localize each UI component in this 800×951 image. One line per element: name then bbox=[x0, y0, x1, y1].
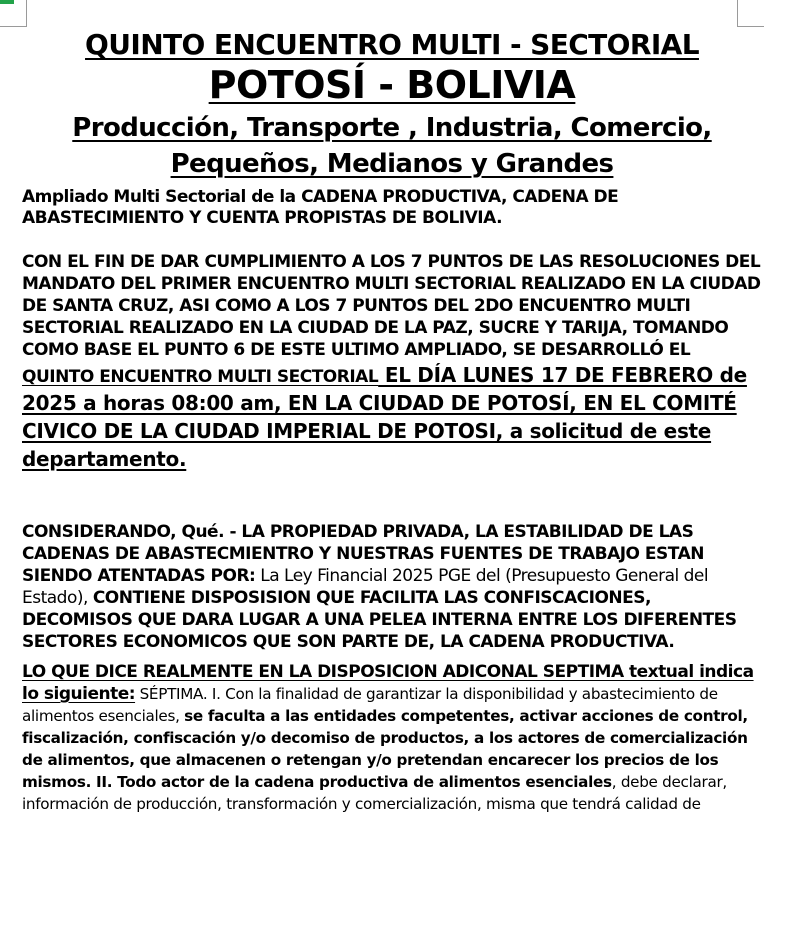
page-corner-mark-right bbox=[737, 0, 764, 27]
considerando-bold-2: CONTIENE DISPOSISION QUE FACILITA LAS CONFISCACIONES, DECOMISOS QUE DARA LUGAR A UNA PELEA INTERNA ENTRE LOS DIFERENTES SECTORES ECONOMICOS QUE SON PARTE DE, LA CADENA PRODUCTIVA. bbox=[22, 588, 737, 652]
title-line-2-text: POTOSÍ - BOLIVIA bbox=[208, 63, 576, 107]
intro-paragraph: Ampliado Multi Sectorial de la CADENA PRODUCTIVA, CADENA DE ABASTECIMIENTO Y CUENTA PROPISTAS DE BOLIVIA. bbox=[22, 187, 619, 228]
subtitle-line-2-text: Pequeños, Medianos y Grandes bbox=[170, 149, 614, 179]
disposicion-heading: LO QUE DICE REALMENTE EN LA DISPOSICION ADICONAL SEPTIMA textual indica lo siguiente: bbox=[22, 662, 754, 704]
subtitle-line-1 bbox=[22, 111, 762, 145]
purpose-text: CON EL FIN DE DAR CUMPLIMIENTO A LOS 7 PUNTOS DE LAS RESOLUCIONES DEL MANDATO DEL PRIMER ENCUENTRO MULTI SECTORIAL REALIZADO EN LA CIUDAD DE SANTA CRUZ, ASI COMO A LOS 7 PUNTOS DEL 2DO ENCUENTRO MULTI SECTORIAL REALIZADO EN LA CIUDAD DE LA PAZ, SUCRE Y TARIJA, TOMANDO COMO BASE EL PUNTO 6 DE ESTE ULTIMO AMPLIADO, SE DESARROLLÓ EL bbox=[22, 252, 761, 360]
disposicion-bold: se faculta a las entidades competentes, activar acciones de control, fiscalización, confiscación y/o decomiso de productos, a los actores de comercialización de alimentos, que almacenen o retengan y/o pretendan encarecer los precios de los mismos. II. Todo actor de la cadena productiva de alimentos esenciales bbox=[22, 707, 748, 791]
paragraph-disposicion bbox=[22, 661, 762, 815]
considerando-bold: CONSIDERANDO, Qué. - LA PROPIEDAD PRIVADA, LA ESTABILIDAD DE LAS CADENAS DE ABASTECMIENTRO Y NUESTRAS FUENTES DE TRABAJO ESTAN SIENDO ATENTADAS POR: bbox=[22, 522, 704, 586]
title-line-2 bbox=[22, 61, 762, 109]
purpose-event-name: QUINTO ENCUENTRO MULTI SECTORIAL bbox=[22, 367, 379, 387]
disposicion-text-2: , debe declarar, información de producción, transformación y comercialización, misma que tendrá calidad de bbox=[22, 773, 727, 813]
document-page bbox=[22, 26, 762, 815]
subtitle-line-2 bbox=[22, 147, 762, 181]
title-line-1-text: QUINTO ENCUENTRO MULTI - SECTORIAL bbox=[85, 28, 699, 61]
considerando-law: La Ley Financial 2025 PGE del (Presupuesto General del Estado), bbox=[22, 566, 709, 608]
paragraph-purpose bbox=[22, 251, 762, 473]
disposicion-text-1: SÉPTIMA. I. Con la finalidad de garantizar la disponibilidad y abastecimiento de alimentos esenciales, bbox=[22, 685, 718, 725]
title-line-1 bbox=[22, 28, 762, 61]
paragraph-considerando bbox=[22, 521, 762, 653]
page-corner-mark-left bbox=[0, 0, 27, 27]
subtitle-line-1-text: Producción, Transporte , Industria, Comercio, bbox=[72, 113, 712, 143]
purpose-event-date: EL DÍA LUNES 17 DE FEBRERO de 2025 a horas 08:00 am, EN LA CIUDAD DE POTOSÍ, EN EL COMITÉ CIVICO DE LA CIUDAD IMPERIAL DE POTOSI, a solicitud de este departamento. bbox=[22, 363, 747, 471]
